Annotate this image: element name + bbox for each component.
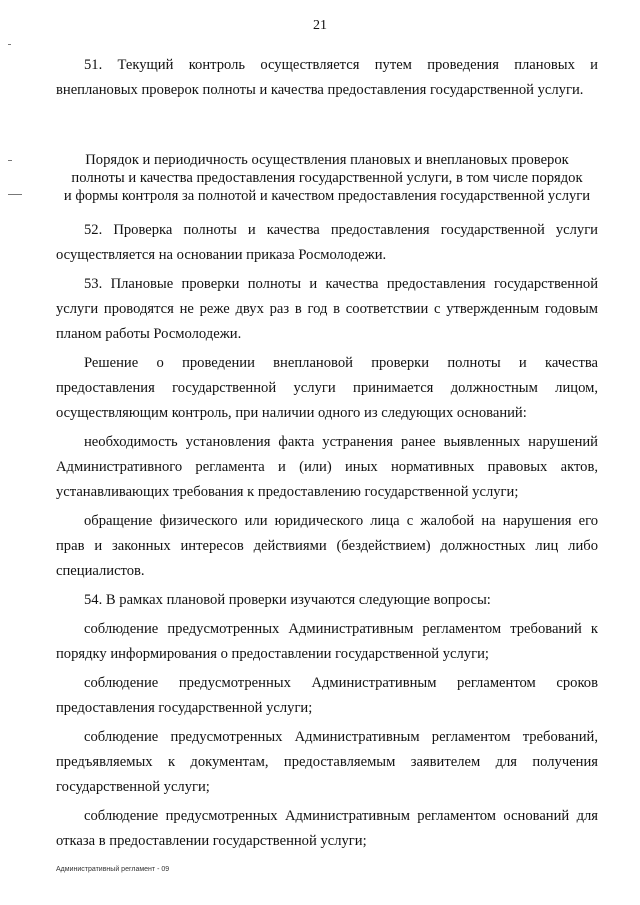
- paragraph: обращение физического или юридического лица с жалобой на нарушения его прав и законных интересов действиями (бездействием) должностных лиц либо специалистов.: [56, 513, 598, 579]
- page-number: 21: [313, 18, 327, 33]
- paragraph: соблюдение предусмотренных Административным регламентом оснований для отказа в предоставлении государственной услуги;: [56, 808, 598, 849]
- scan-artifact: [8, 160, 12, 161]
- paragraph: соблюдение предусмотренных Административным регламентом требований к порядку информирования о предоставлении государственной услуги;: [56, 621, 598, 662]
- scan-artifact: [8, 44, 11, 45]
- heading-line: Порядок и периодичность осуществления плановых и внеплановых проверок: [85, 152, 569, 168]
- paragraph: Решение о проведении внеплановой проверки полноты и качества предоставления государственной услуги принимается должностным лицом, осуществляющим контроль, при наличии одного из следующих оснований:: [56, 355, 598, 421]
- scan-artifact: [8, 194, 22, 195]
- paragraph: 53. Плановые проверки полноты и качества предоставления государственной услуги проводятся не реже двух раз в год в соответствии с утвержденным годовым планом работы Росмолодежи.: [56, 276, 598, 342]
- paragraph: соблюдение предусмотренных Административным регламентом сроков предоставления государственной услуги;: [56, 675, 598, 716]
- paragraph-51: 51. Текущий контроль осуществляется путем проведения плановых и внеплановых проверок полноты и качества предоставления государственной услуги.: [56, 57, 598, 98]
- heading-line: полноты и качества предоставления государственной услуги, в том числе порядок: [71, 170, 583, 186]
- footer-text: Административный регламент - 09: [56, 866, 170, 873]
- body-text: [56, 218, 598, 854]
- paragraph: соблюдение предусмотренных Административным регламентом требований, предъявляемых к документам, предоставляемым заявителем для получения государственной услуги;: [56, 729, 598, 795]
- section-heading: [56, 151, 598, 205]
- section-51: [56, 53, 598, 103]
- heading-line: и формы контроля за полнотой и качеством предоставления государственной услуги: [63, 188, 591, 204]
- paragraph: 52. Проверка полноты и качества предоставления государственной услуги осуществляется на основании приказа Росмолодежи.: [56, 222, 598, 263]
- paragraph: 54. В рамках плановой проверки изучаются следующие вопросы:: [84, 592, 491, 608]
- paragraph: необходимость установления факта устранения ранее выявленных нарушений Административного регламента и (или) иных нормативных правовых актов, устанавливающих требования к предоставлению государственной услуги;: [56, 434, 598, 500]
